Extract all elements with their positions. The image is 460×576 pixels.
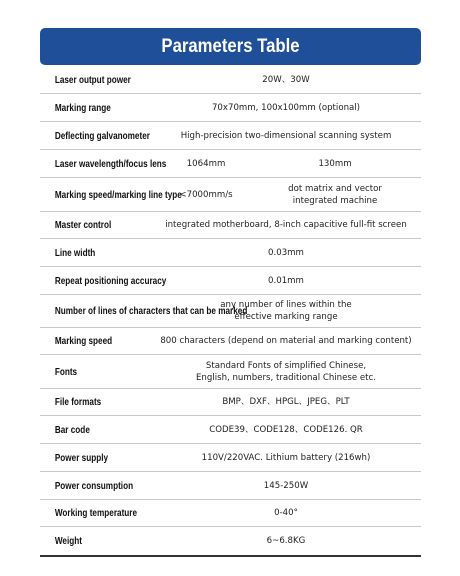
row-label: Deflecting galvanometer bbox=[54, 129, 150, 142]
row-label: Laser wavelength/focus lens bbox=[54, 157, 167, 170]
row-label: Power supply bbox=[54, 451, 109, 464]
table-row-marking-speed bbox=[40, 328, 421, 355]
row-value: 110V/220VAC. Lithium battery (216wh) bbox=[201, 452, 371, 463]
table-row-number-of-lines bbox=[40, 295, 421, 328]
parameters-table bbox=[40, 67, 421, 557]
row-label: Number of lines of characters that can be marked bbox=[54, 305, 248, 317]
table-row-file-formats bbox=[40, 389, 421, 416]
row-label: Repeat positioning accuracy bbox=[54, 274, 167, 287]
row-value: 800 characters (depend on material and marking content) bbox=[160, 336, 412, 346]
row-label: File formats bbox=[54, 396, 102, 408]
row-value: 0.01mm bbox=[268, 275, 304, 286]
row-label: Marking speed/marking line type bbox=[54, 188, 182, 201]
table-row-bar-code bbox=[40, 416, 421, 444]
row-value: BMP、DXF、HPGL、JPEG、PLT bbox=[222, 397, 350, 407]
row-value: 0-40° bbox=[274, 508, 298, 518]
table-row-master-control bbox=[40, 212, 421, 239]
row-value: 145-250W bbox=[263, 480, 309, 491]
table-row-power-consumption bbox=[40, 472, 421, 500]
row-value: 0.03mm bbox=[268, 247, 304, 258]
table-row-fonts bbox=[40, 355, 421, 389]
row-value-a: 1064mm bbox=[186, 158, 226, 169]
row-value: Standard Fonts of simplified Chinese, English, numbers, traditional Chinese etc. bbox=[195, 360, 376, 383]
row-value: integrated motherboard, 8-inch capacitive full-fit screen bbox=[165, 220, 407, 230]
table-row-marking-speed-line-type bbox=[40, 178, 421, 212]
row-value-a: <7000mm/s bbox=[179, 189, 233, 200]
row-label: Bar code bbox=[54, 423, 90, 436]
table-row-deflecting-galvanometer bbox=[40, 122, 421, 150]
row-value: 70x70mm, 100x100mm (optional) bbox=[211, 102, 361, 113]
row-label: Marking range bbox=[54, 101, 111, 114]
row-label: Master control bbox=[54, 219, 112, 231]
row-value: 6~6.8KG bbox=[266, 536, 306, 546]
row-value: CODE39、CODE128、CODE126. QR bbox=[209, 424, 363, 435]
row-label: Line width bbox=[54, 246, 96, 259]
row-value-b: 130mm bbox=[318, 158, 352, 169]
row-value bbox=[157, 158, 421, 170]
table-row-working-temperature bbox=[40, 500, 421, 527]
table-row-marking-range bbox=[40, 94, 421, 122]
row-label: Weight bbox=[54, 535, 82, 547]
row-label: Laser output power bbox=[54, 74, 131, 86]
page-title: Parameters Table bbox=[161, 35, 300, 57]
row-label: Working temperature bbox=[54, 507, 138, 519]
table-row-weight bbox=[40, 527, 421, 557]
row-value: 20W、30W bbox=[262, 75, 310, 85]
row-value: any number of lines within the effective marking range bbox=[220, 300, 352, 322]
row-value: High-precision two-dimensional scanning system bbox=[180, 130, 392, 141]
row-value-b: dot matrix and vector integrated machine bbox=[288, 183, 382, 206]
table-row-power-supply bbox=[40, 444, 421, 472]
table-row-laser-output-power bbox=[40, 67, 421, 94]
row-label: Fonts bbox=[54, 365, 78, 378]
row-value bbox=[157, 183, 421, 207]
table-row-laser-wavelength bbox=[40, 150, 421, 178]
table-row-repeat-positioning-accuracy bbox=[40, 267, 421, 295]
row-label: Power consumption bbox=[54, 479, 134, 492]
table-row-line-width bbox=[40, 239, 421, 267]
title-banner bbox=[40, 28, 421, 65]
row-label: Marking speed bbox=[54, 335, 113, 347]
